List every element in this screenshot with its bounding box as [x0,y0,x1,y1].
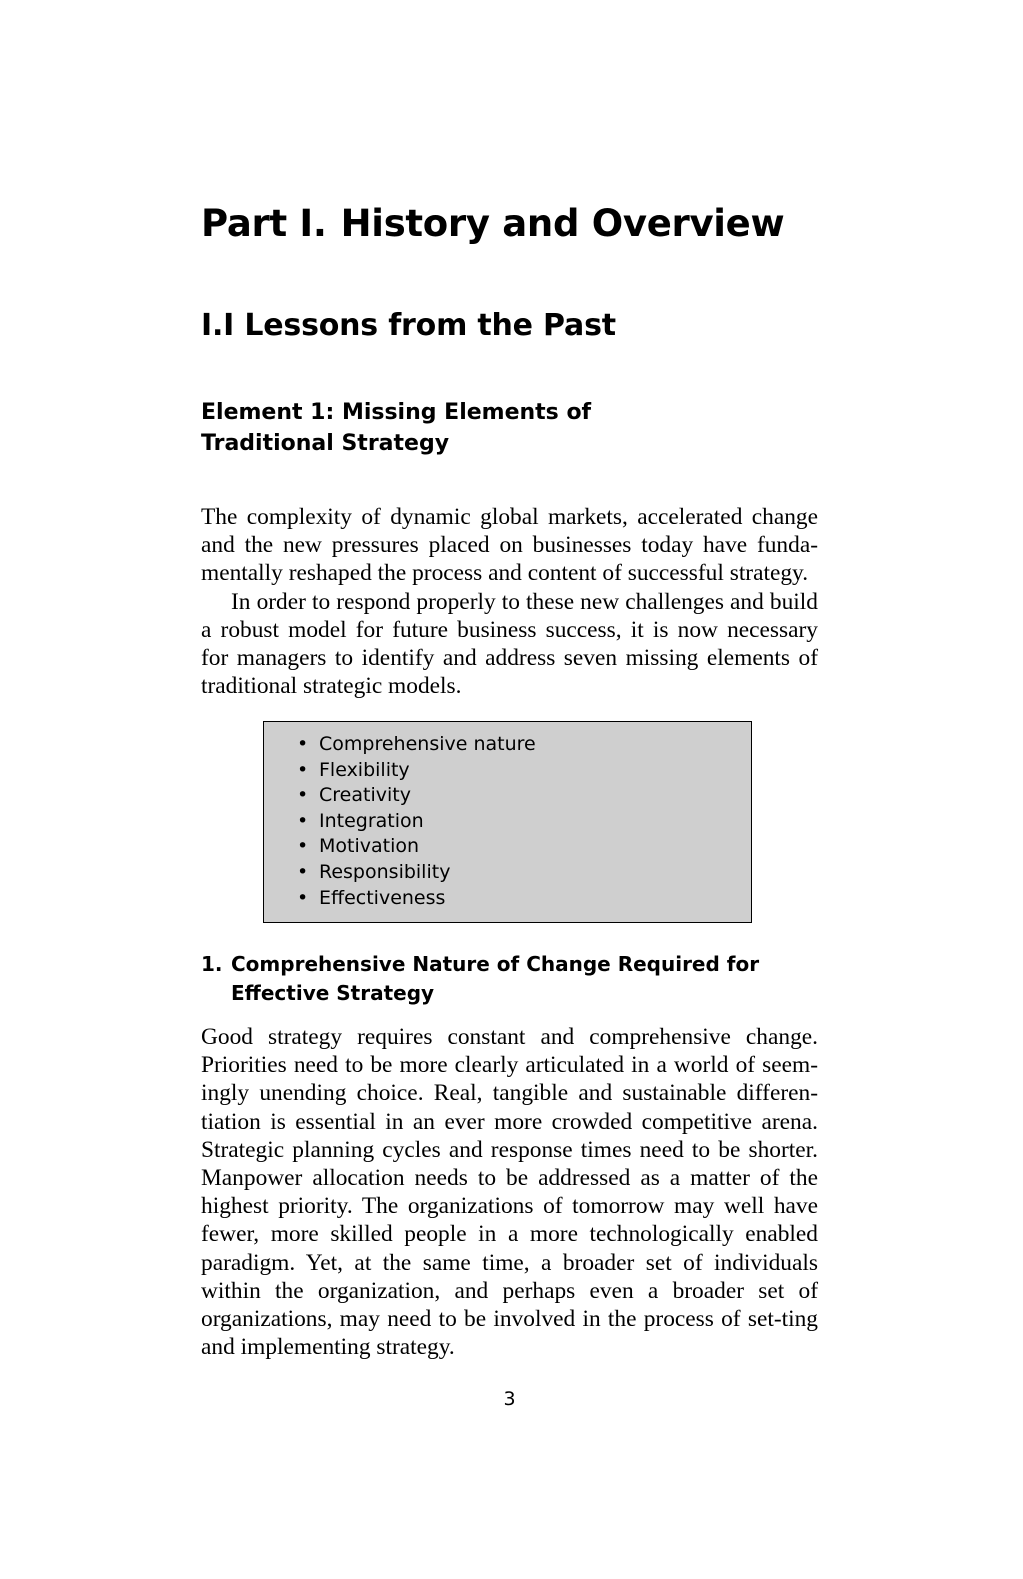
list-item [297,834,536,860]
list-item-label: Flexibility [319,758,410,781]
element-title-line-2: Traditional Strategy [201,431,450,456]
list-item-label: Effectiveness [319,886,446,909]
subsection-text [201,1023,818,1361]
subsection-title [231,950,759,1007]
list-item [297,732,536,758]
list-item-label: Motivation [319,835,420,858]
list-item [297,886,536,912]
element-title-line-1: Element 1: Missing Elements of [201,400,592,425]
subsection-heading [201,950,759,1007]
list-item [297,809,536,835]
bullet-icon: • [297,809,309,832]
subsection-number: 1. [201,952,223,976]
list-item [297,783,536,809]
subsection-paragraph: Good strategy requires constant and comprehensive change. Priorities need to be more clearly articulated in a world of seem-ingly unending choice. Real, tangible and sustainable differen-tiation is essential in an ever more crowded competitive arena. Strategic planning cycles and response times need to be shorter. Manpower allocation needs to be addressed as a matter of the highest priority. The organizations of tomorrow may well have fewer, more skilled people in a more technologically enabled paradigm. Yet, at the same time, a broader set of individuals within the organization, and perhaps even a broader set of organizations, may need to be involved in the process of set-ting and implementing strategy. [201,1024,818,1361]
bullet-icon: • [297,835,309,858]
missing-elements-list [297,732,536,911]
book-page [201,0,818,1579]
list-item-label: Responsibility [319,860,451,883]
part-title [201,202,784,245]
bullet-icon: • [297,886,309,909]
bullet-icon: • [297,733,309,755]
bullet-icon: • [297,758,309,781]
subsection-title-line-2: Effective Strategy [231,980,435,1005]
page-number: 3 [503,1388,516,1410]
intro-paragraph-2: In order to respond properly to these new challenges and build a robust model for future business success, it is now necessary for managers to identify and address seven missing elements of traditional strategic models. [201,588,818,700]
list-item [297,758,536,784]
intro-paragraph-1: The complexity of dynamic global markets, accelerated change and the new pressures placed on businesses today have funda-mentally reshaped the process and content of successful strategy. [201,504,818,587]
list-item-label: Comprehensive nature [319,733,536,755]
list-item-label: Integration [319,809,424,832]
intro-text [201,503,818,700]
list-item-label: Creativity [319,784,411,807]
element-title [201,397,591,459]
part-label: Part I. [201,202,327,245]
section-title: I.I Lessons from the Past [201,308,616,343]
bullet-icon: • [297,860,309,883]
part-title-text: History and Overview [340,202,785,245]
subsection-title-line-1: Comprehensive Nature of Change Required for [231,952,760,976]
list-item [297,860,536,886]
bullet-icon: • [297,784,309,807]
missing-elements-box [263,721,752,923]
